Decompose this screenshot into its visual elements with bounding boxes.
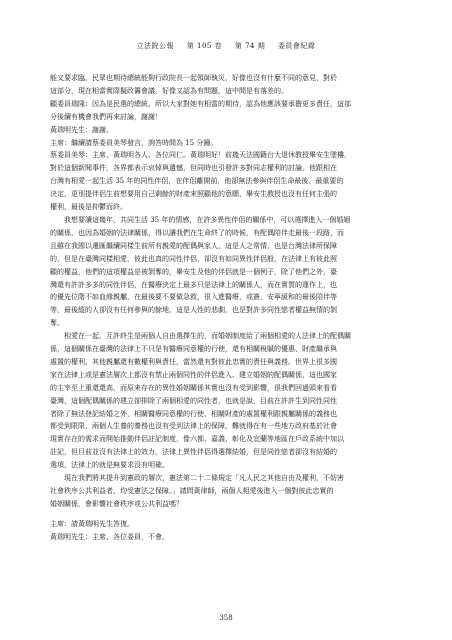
text-line: 家在法律上或是憲法層次上都沒有禁止兩個同性的伴侶進入、建立婚姻的配偶關係，這也國家	[50, 370, 337, 379]
text-line: 主席：繼續請蔡委員美琴發言，詢答時間為 15 分鐘。	[50, 138, 218, 147]
text-line: 註記，但目前並沒有法律上的效力，法律上異性伴侶得選擇結婚，但是同性戀者卻沒有結婚的	[50, 448, 337, 457]
text-line: 蔡委員美琴：主席、黃瑞明各人、各位同仁。黃瑞明好！前幾天法國籍台大退休教授畢安生墜樓，	[50, 151, 351, 160]
text-line: 這部分，現在相當實際擬政籌會議，好像又認為有問題，這中間是有落差的。	[50, 86, 288, 95]
text-line: 的主宰至上重還還高，而原來存在的異性婚姻關係其實也沒有受到影響，很我們回過頭來看看	[50, 383, 337, 392]
text-line: 的優先位階不如血緣親屬，在最後要不要做急救，很入進醫療，或簽、安寧緩和的最後陪伴等	[50, 293, 337, 302]
section-name: 委員會紀錄	[277, 42, 316, 50]
text-line: 決定，更別提伴侶生前想要用自己剩餘的財產來照顧他的意願，畢安生教授也沒有任何主張的	[50, 190, 337, 199]
text-line: 社會秩序公共利益者，均受憲法之保障。」請問黃律師，兩個人相愛後進入一個對彼此忠實的	[50, 487, 334, 495]
text-line: 權利，最後是抑鬱而終。	[50, 203, 127, 212]
paragraph	[50, 472, 402, 511]
text-line: 且雖在我國以遷匯繼續同樣生前所有親愛的配偶與家人，這是人之常情，也是台灣法律所保障	[50, 241, 337, 250]
text-line: 顧的權益，他們的這項權益是被剝奪的，畢安生及他的伴侶就是一個例子，除了他們之外，臺	[50, 267, 337, 276]
text-line: 灣還有許許多多的同性伴侶，在醫療決定上最多只是法律上的關係人，而在實質的運作上，也	[50, 280, 337, 289]
text-line: 臺灣，這個配偶關係的建立卻排除了兩個相愛的同性者，也就是說，目前在許許生到同性同性	[50, 396, 337, 405]
text-line: 台灣有相愛一起生活 35 年的同性伴侶，在伴侶離開前，他卻無法參與伴侶生命最後、最重要的	[50, 177, 344, 186]
issue-number: 第 74 期	[234, 42, 266, 50]
text-line: 相愛在一起，互許終生是兩個人自由選擇生的，而婚姻制度給了兩個相愛的人法律上的配偶關	[64, 332, 351, 341]
text-line: 黃瑞明先生：主席、各位委員，不會。	[50, 532, 169, 541]
text-line: 都受到限限，兩個人生養的養務也沒有受到法律上的保障，難就得在有一些地方政府基於社會	[50, 422, 337, 431]
text-line: 黃瑞明先生：謝謝。	[50, 125, 113, 134]
transcript-body	[50, 72, 402, 544]
text-line: 現在我們將其提升到憲政的層次，憲法第二十二條規定「凡人民之其他自由及權利，不妨害	[64, 474, 344, 483]
text-line: 婚姻關係，會影響社會秩序或公共利益嗎？	[50, 499, 183, 508]
text-line: 等，最後縱的人卻沒有任何參與的餘地，這是人性的悲劇，也是對許多同性戀者權益無情的剝	[50, 306, 337, 315]
text-line: 處置的權利，其他親屬還有數權利與責任，當然還有對彼此忠實的責任與義務。世界上很多國	[50, 357, 337, 366]
volume-number: 第 105 卷	[186, 42, 223, 50]
paragraph	[50, 214, 402, 330]
text-line: 者除了無法登記結婚之外，相關醫療同意權的行使、相關財產的處置權利跟親屬關係的義務也	[50, 409, 337, 418]
page-number: 358	[219, 614, 233, 622]
paragraph	[50, 518, 402, 544]
text-line: 選項，法律上的就是無要求沒有明確。	[50, 461, 169, 470]
text-line: 對於這個新聞事件，各界都表示哀悼與遺憾，但同時也引發許多對同志權利的討論。他跟相在	[50, 164, 337, 173]
text-line: 能又要求臨，民眾也期待總統能夠行政院長一起領師執災，好像也沒有什麼不同的意見，對於	[50, 74, 337, 82]
paragraph	[50, 330, 402, 472]
text-line: 我想要讀這幾年，共同生活 35 年的情感，在許多異性伴侶的關係中，可以選擇進入一個婚姻	[64, 215, 351, 224]
text-line: 分後續有機會我們再來討論，謝謝！	[50, 112, 162, 121]
text-line: 係，這個關係在臺灣的法律上不只是有醫療同意權的行使，還有相關稅賦的優惠、財產繼承與	[50, 345, 337, 354]
text-line: 的關係，也因為婚姻的法律關係，得以讓我們在生命終了的時候，有配偶陪伴走最後一段路，而	[50, 228, 344, 237]
page-header	[0, 41, 452, 51]
text-line: 顧委員瑞隆：因為是民選的總統，所以大家對她有相當的期待，認為他應該要承擔更多責任，這部	[50, 99, 351, 108]
text-line: 主席：請黃瑞明先生答復。	[50, 519, 134, 528]
text-line: 現實存在的需求而開始推動伴侶註記制度，像六都、嘉義、彰化及宜蘭等地區在戶政系統中加以	[50, 435, 344, 444]
paragraph	[50, 72, 402, 214]
text-line: 奪。	[50, 319, 64, 328]
publication-title: 立法院公報	[136, 42, 175, 50]
text-line: 的，但是在臺灣同樣相愛，彼此也真的同性伴侶，卻沒有如同異性伴侶般，在法律上有彼此照	[50, 254, 337, 263]
